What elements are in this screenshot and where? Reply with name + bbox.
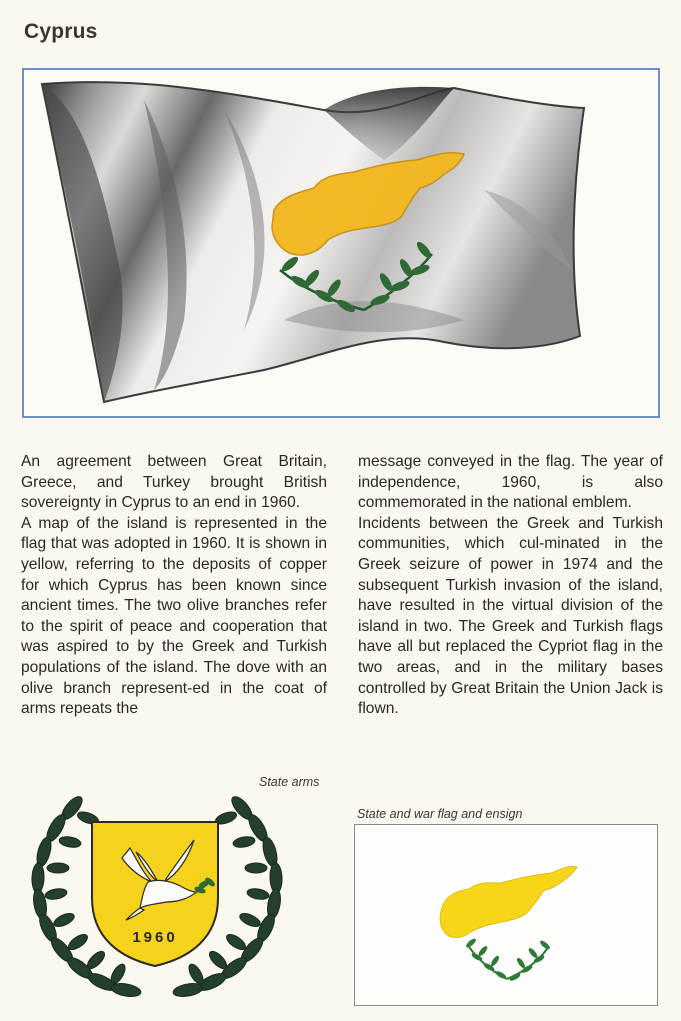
body-text-left-column	[21, 452, 327, 720]
waving-flag-illustration	[22, 68, 660, 418]
waving-flag-drawing	[24, 70, 660, 418]
paragraph: A map of the island is represented in the flag that was adopted in 1960. It is shown in yellow, referring to the deposits of copper for which Cyprus has been known since ancient times. The two olive branches refer to the spirit of peace and cooperation that was aspired to by the Greek and Turkish populations of the island. The dove with an olive branch represent-ed in the coat of arms repeats the	[21, 514, 327, 718]
arms-year-label: 1960	[132, 929, 178, 946]
coat-of-arms-drawing	[12, 778, 302, 1008]
paragraph: message conveyed in the flag. The year of independence, 1960, is also commemorated in the national emblem.	[358, 453, 663, 512]
state-flag-caption: State and war flag and ensign	[357, 807, 523, 821]
paragraph: An agreement between Great Britain, Greece, and Turkey brought British sovereignty in Cyprus to an end in 1960.	[21, 453, 327, 512]
paragraph: Incidents between the Greek and Turkish communities, which cul-minated in the Greek seizure of power in 1974 and the subsequent Turkish invasion of the island, have resulted in the virtual division of the island in two. The Greek and Turkish flags have all but replaced the Cypriot flag in the two areas, and in the military bases controlled by Great Britain the Union Jack is flown.	[358, 514, 663, 718]
state-arms-emblem	[12, 778, 302, 1013]
page-title: Cyprus	[24, 20, 98, 43]
body-text-right-column	[358, 452, 663, 720]
flat-flag-drawing	[355, 825, 657, 1005]
state-flag	[354, 824, 658, 1006]
state-arms-caption: State arms	[259, 775, 320, 789]
